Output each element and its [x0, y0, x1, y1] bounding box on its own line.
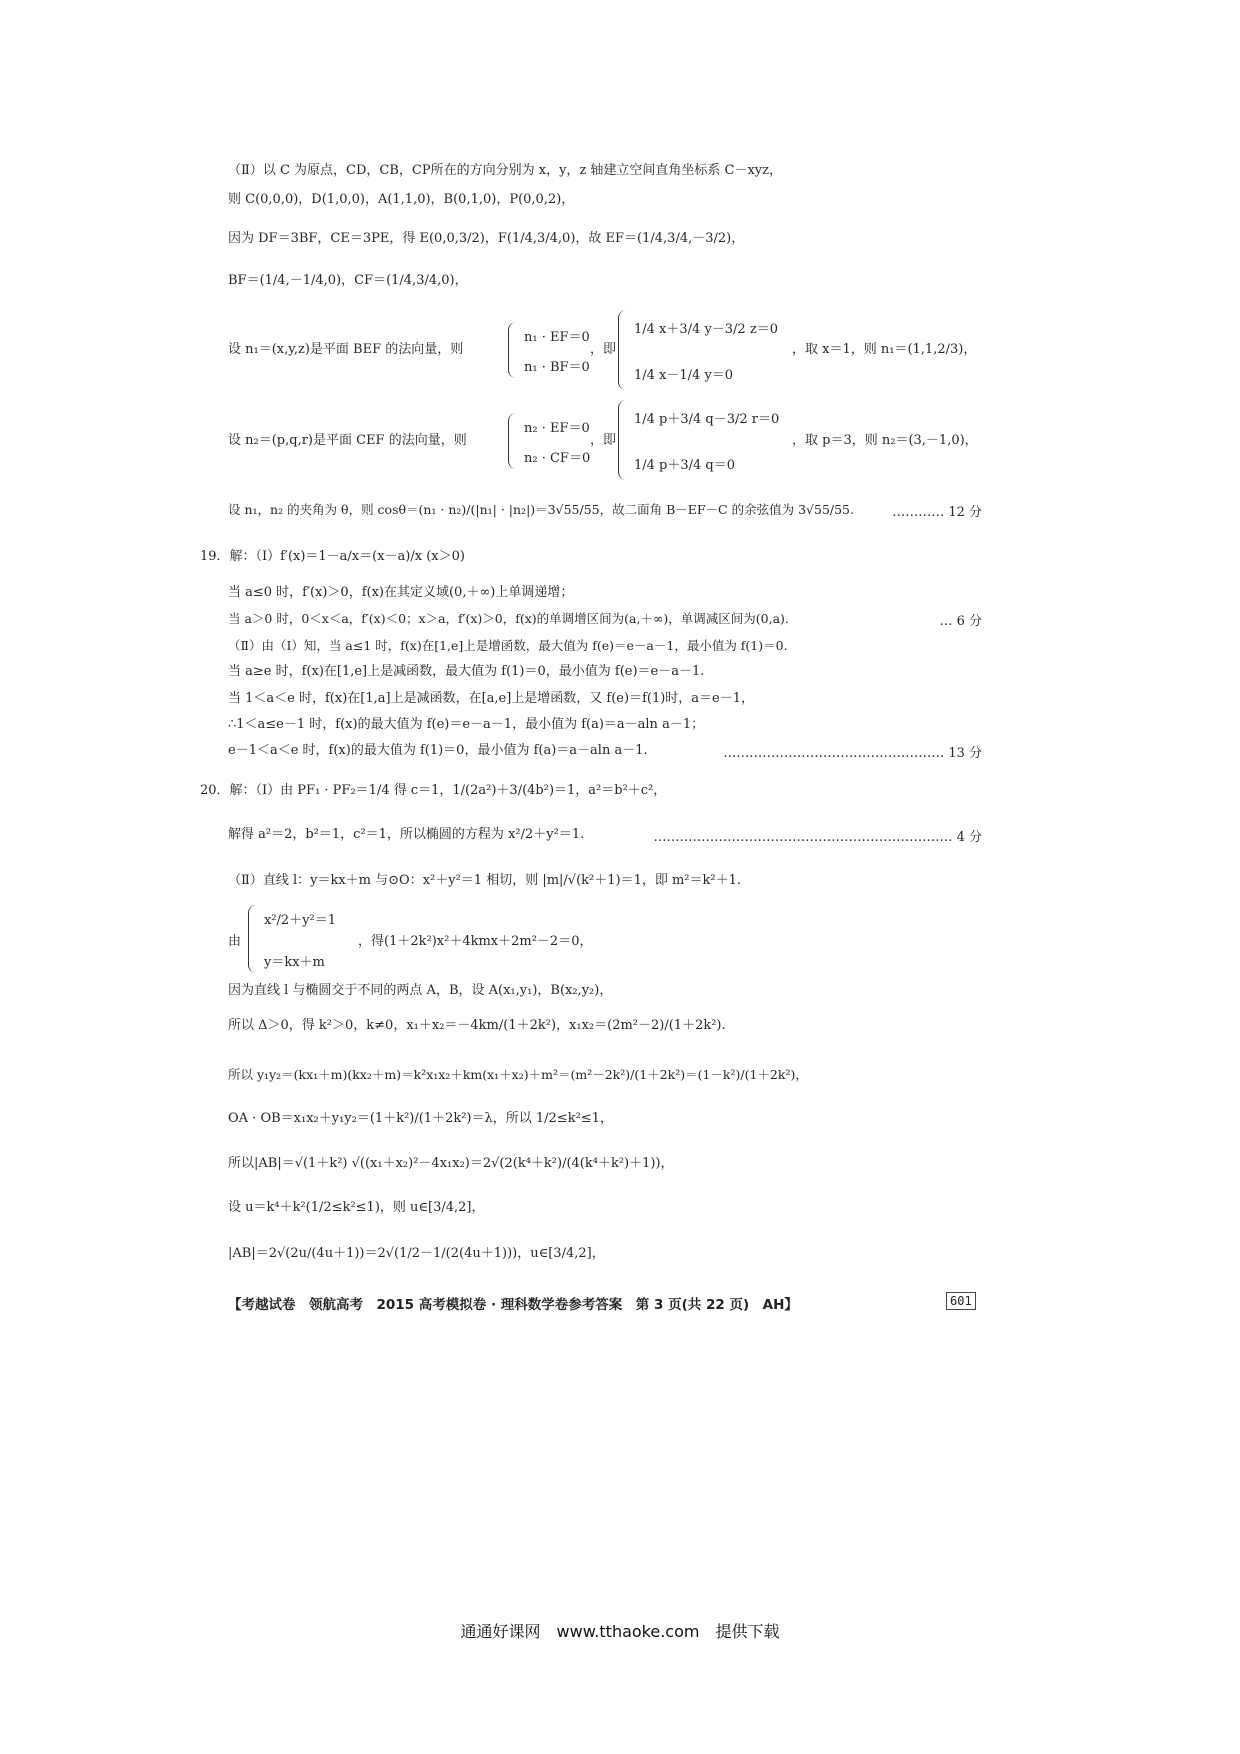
text-line: 当 1＜a＜e 时，f(x)在[1,a]上是减函数，在[a,e]上是增函数，又 f(e)＝f(1)时，a＝e－1，	[228, 691, 755, 706]
text-line: ∴1＜a≤e－1 时，f(x)的最大值为 f(e)＝e－a－1，最小值为 f(a)＝a－aln a－1；	[228, 717, 705, 732]
score-mark: …………………………………………………………… 4 分	[653, 830, 982, 845]
score-mark: …………………………………………… 13 分	[723, 746, 982, 761]
text-line: 设 n₂＝(p,q,r)是平面 CEF 的法向量，则	[228, 433, 467, 448]
text-line: 设 n₁，n₂ 的夹角为 θ，则 cosθ＝(n₁ · n₂)/(|n₁| · |n₂|)＝3√55/55，故二面角 B－EF－C 的余弦值为 3√55/55.	[228, 502, 854, 517]
equation-brace	[618, 310, 788, 390]
text-line: 因为 DF＝3BF，CE＝3PE，得 E(0,0,3/2)，F(1/4,3/4,0)，故 EF＝(1/4,3/4,－3/2)，	[228, 231, 745, 246]
condition-eq: n₁ · EF＝0	[524, 330, 590, 345]
text-line: 设 n₁＝(x,y,z)是平面 BEF 的法向量，则	[228, 342, 464, 357]
text-line: OA · OB＝x₁x₂＋y₁y₂＝(1＋k²)/(1＋2k²)＝λ，所以 1/2≤k²≤1，	[228, 1111, 613, 1126]
text-line: 所以 y₁y₂＝(kx₁＋m)(kx₂＋m)＝k²x₁x₂＋km(x₁＋x₂)＋m²＝(m²－2k²)/(1＋2k²)＝(1－k²)/(1＋2k²)，	[228, 1067, 808, 1082]
text-line: |AB|＝2√(2u/(4u＋1))＝2√(1/2－1/(2(4u＋1)))，u∈[3/4,2]，	[228, 1246, 605, 1261]
text-line: 当 a≥e 时，f(x)在[1,e]上是减函数，最大值为 f(1)＝0，最小值为 f(e)＝e－a－1.	[228, 664, 705, 679]
score-mark: ………… 12 分	[892, 505, 982, 520]
text-line: 所以 Δ＞0，得 k²＞0，k≠0，x₁＋x₂＝－4km/(1＋2k²)，x₁x₂＝(2m²－2)/(1＋2k²).	[228, 1018, 726, 1033]
text-line: e－1＜a＜e 时，f(x)的最大值为 f(1)＝0，最小值为 f(a)＝a－aln a－1.	[228, 743, 648, 758]
text-line: （Ⅱ）由（Ⅰ）知，当 a≤1 时，f(x)在[1,e]上是增函数，最大值为 f(e)＝e－a－1，最小值为 f(1)＝0.	[228, 638, 788, 653]
text-line: 解得 a²＝2，b²＝1，c²＝1，所以椭圆的方程为 x²/2＋y²＝1.	[228, 827, 585, 842]
text-line: 由	[228, 934, 242, 949]
equation-row: 1/4 p＋3/4 q－3/2 r＝0	[634, 412, 780, 427]
page-number-box: 601	[946, 1292, 976, 1310]
text-line: 因为直线 l 与椭圆交于不同的两点 A，B，设 A(x₁,y₁)，B(x₂,y₂)，	[228, 983, 613, 998]
text-line: 当 a＞0 时，0＜x＜a，f′(x)＜0；x＞a，f′(x)＞0，f(x)的单调增区间为(a,＋∞)，单调减区间为(0,a).	[228, 611, 789, 626]
text-line: （Ⅱ）直线 l：y＝kx＋m 与⊙O：x²＋y²＝1 相切，则 |m|/√(k²＋1)＝1，即 m²＝k²＋1.	[228, 873, 742, 888]
text-line: 设 u＝k⁴＋k²(1/2≤k²≤1)，则 u∈[3/4,2]，	[228, 1200, 485, 1215]
equation-row: y＝kx＋m	[264, 955, 325, 970]
condition-eq: n₁ · BF＝0	[524, 360, 590, 375]
text-line: ，即	[590, 342, 617, 357]
question-20-heading: 20．解：（Ⅰ）由 PF₁ · PF₂＝1/4 得 c＝1，1/(2a²)＋3/(4b²)＝1，a²＝b²＋c²，	[200, 783, 667, 798]
equation-brace	[618, 400, 788, 480]
equation-row: 1/4 p＋3/4 q＝0	[634, 458, 736, 473]
text-line: 当 a≤0 时，f′(x)＞0，f(x)在其定义域(0,＋∞)上单调递增；	[228, 585, 574, 600]
condition-eq: n₂ · CF＝0	[524, 451, 591, 466]
text-line: 所以|AB|＝√(1＋k²) √((x₁＋x₂)²－4x₁x₂)＝2√(2(k⁴＋k²)/(4(k⁴＋k²)＋1))，	[228, 1156, 674, 1171]
text-line: ，得(1＋2k²)x²＋4kmx＋2m²－2＝0，	[358, 934, 593, 949]
text-line: ，取 p＝3，则 n₂＝(3,－1,0)，	[792, 433, 978, 448]
text-line: 则 C(0,0,0)，D(1,0,0)，A(1,1,0)，B(0,1,0)，P(0,0,2)，	[228, 192, 575, 207]
page-footer: 【考越试卷 领航高考 2015 高考模拟卷 · 理科数学卷参考答案 第 3 页(共 22 页) AH】	[228, 1297, 798, 1313]
text-line: ，取 x＝1，则 n₁＝(1,1,2/3)，	[792, 342, 977, 357]
text-line: BF＝(1/4,－1/4,0)，CF＝(1/4,3/4,0)，	[228, 273, 468, 288]
equation-row: 1/4 x＋3/4 y－3/2 z＝0	[634, 322, 778, 337]
text-line: ，即	[590, 433, 617, 448]
text-line: （Ⅱ）以 C 为原点，CD，CB，CP所在的方向分别为 x，y，z 轴建立空间直角坐标系 C－xyz，	[228, 163, 783, 178]
question-19-heading: 19．解：（Ⅰ）f′(x)＝1－a/x＝(x－a)/x (x＞0)	[200, 549, 465, 564]
equation-row: x²/2＋y²＝1	[264, 913, 337, 928]
equation-row: 1/4 x－1/4 y＝0	[634, 368, 734, 383]
score-mark: … 6 分	[939, 614, 982, 629]
condition-eq: n₂ · EF＝0	[524, 421, 590, 436]
download-credit: 通通好课网 www.tthaoke.com 提供下载	[460, 1622, 780, 1641]
